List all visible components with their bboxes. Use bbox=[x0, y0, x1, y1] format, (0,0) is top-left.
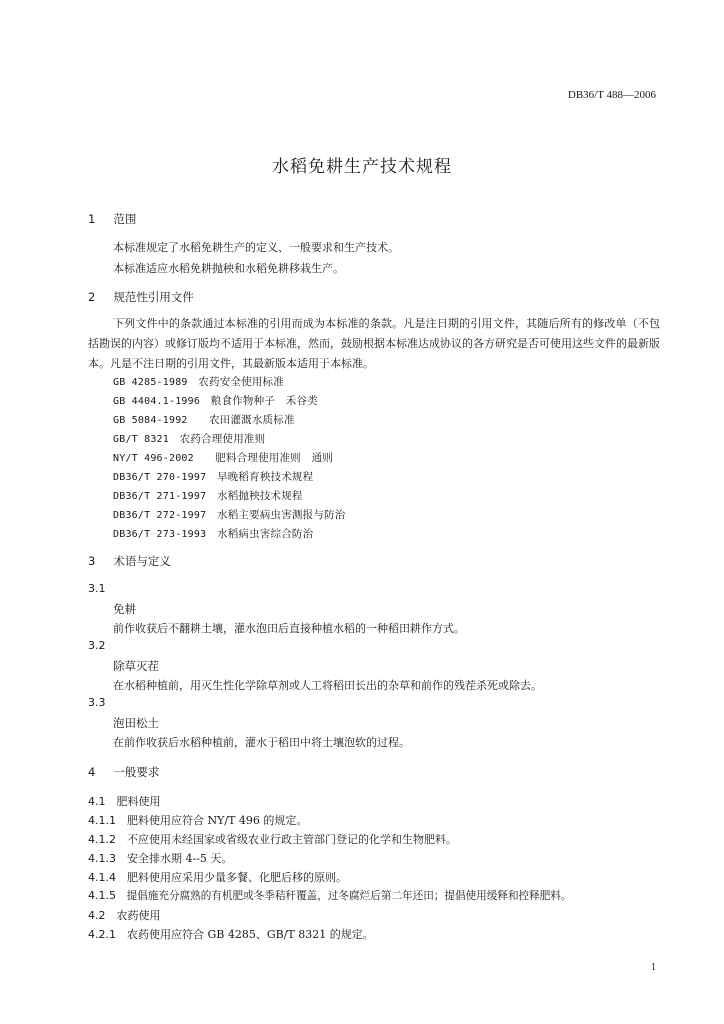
clause-heading: 肥料使用 bbox=[116, 795, 161, 808]
ref-name: 早晚稻育秧技术规程 bbox=[217, 471, 314, 483]
section-3-heading bbox=[88, 553, 171, 569]
reference-item bbox=[113, 431, 265, 446]
ref-name: 农药安全使用标准 bbox=[198, 376, 284, 388]
section-title: 规范性引用文件 bbox=[113, 290, 194, 304]
standard-number: DB36/T 488—2006 bbox=[567, 89, 656, 101]
clause-heading: 农药使用 bbox=[116, 909, 161, 922]
term-definition: 在前作收获后水稻种植前，灌水于稻田中将土壤泡软的过程。 bbox=[113, 736, 410, 749]
ref-name: 水稻主要病虫害测报与防治 bbox=[217, 509, 346, 521]
ref-name: 农田灌溉水质标准 bbox=[209, 414, 295, 426]
reference-item bbox=[113, 526, 313, 541]
section-number: 3 bbox=[88, 554, 96, 568]
ref-code: GB/T 8321 bbox=[113, 434, 169, 445]
reference-item bbox=[113, 507, 345, 522]
clause-number: 4.1.5 bbox=[88, 889, 116, 902]
clause-4-1-2 bbox=[88, 831, 457, 847]
section-title: 范围 bbox=[113, 212, 137, 226]
term-name: 免耕 bbox=[113, 602, 136, 616]
ref-code: DB36/T 270-1997 bbox=[113, 472, 207, 483]
ref-name: 粮食作物种子 禾谷类 bbox=[210, 395, 318, 407]
term-definition: 前作收获后不翻耕土壤，灌水泡田后直接种植水稻的一种稻田耕作方式。 bbox=[113, 622, 465, 635]
ref-code: DB36/T 272-1997 bbox=[113, 510, 207, 521]
ref-code: GB 4404.1-1996 bbox=[113, 396, 201, 407]
clause-text: 肥料使用应符合 NY/T 496 的规定。 bbox=[127, 814, 308, 827]
reference-item bbox=[113, 393, 318, 408]
paragraph: 本标准适应水稻免耕抛秧和水稻免耕移栽生产。 bbox=[113, 262, 344, 275]
term-definition: 在水稻种植前，用灭生性化学除草剂或人工将稻田长出的杂草和前作的残茬杀死或除去。 bbox=[113, 679, 542, 692]
clause-4-1-3 bbox=[88, 850, 232, 866]
section-4-heading bbox=[88, 764, 159, 780]
reference-item bbox=[113, 412, 295, 427]
intro-paragraph: 下列文件中的条款通过本标准的引用而成为本标准的条款。凡是注日期的引用文件，其随后所有的修改单（不包括勘误的内容）或修订版均不适用于本标准，然而，鼓励根据本标准达成协议的各方研究是否可使用这些文件的最新版本。凡是不注日期的引用文件，其最新版本适用于本标准。 bbox=[88, 317, 660, 370]
document-title: 水稻免耕生产技术规程 bbox=[272, 157, 452, 177]
term-number: 3.2 bbox=[88, 639, 106, 652]
subsection-4-1 bbox=[88, 793, 161, 809]
clause-text: 肥料使用应采用少量多餐、化肥后移的原则。 bbox=[127, 871, 347, 884]
section-number: 4 bbox=[88, 765, 96, 779]
section-2-heading bbox=[88, 289, 194, 305]
clause-4-1-4 bbox=[88, 869, 347, 885]
ref-code: GB 5084-1992 bbox=[113, 415, 188, 426]
clause-number: 4.2.1 bbox=[88, 928, 116, 941]
ref-code: DB36/T 271-1997 bbox=[113, 491, 207, 502]
ref-name: 肥料合理使用准则 通则 bbox=[215, 452, 333, 464]
clause-4-1-1 bbox=[88, 812, 307, 828]
section-number: 2 bbox=[88, 290, 96, 304]
clause-number: 4.1.1 bbox=[88, 814, 116, 827]
clause-number: 4.1.2 bbox=[88, 833, 116, 846]
clause-text: 安全排水期 4--5 天。 bbox=[127, 852, 233, 865]
section-number: 1 bbox=[88, 212, 96, 226]
ref-code: NY/T 496-2002 bbox=[113, 453, 194, 464]
ref-name: 农药合理使用准则 bbox=[179, 433, 266, 445]
ref-code: GB 4285-1989 bbox=[113, 377, 188, 388]
reference-item bbox=[113, 374, 284, 389]
reference-item bbox=[113, 488, 303, 503]
reference-item bbox=[113, 450, 333, 465]
ref-name: 水稻病虫害综合防治 bbox=[217, 528, 314, 540]
subsection-4-2 bbox=[88, 907, 161, 923]
reference-item bbox=[113, 469, 313, 484]
clause-4-1-5 bbox=[88, 888, 572, 903]
clause-number: 4.2 bbox=[88, 909, 106, 922]
clause-text: 农药使用应符合 GB 4285、GB/T 8321 的规定。 bbox=[127, 928, 374, 941]
clause-text: 提倡施充分腐熟的有机肥或冬季秸秆覆盖，过冬腐烂后第二年还田；提倡使用缓释和控释肥料。 bbox=[126, 890, 572, 902]
paragraph: 本标准规定了水稻免耕生产的定义、一般要求和生产技术。 bbox=[113, 241, 399, 254]
clause-text: 不应使用未经国家或省级农业行政主管部门登记的化学和生物肥料。 bbox=[127, 833, 457, 846]
clause-number: 4.1.3 bbox=[88, 852, 116, 865]
ref-code: DB36/T 273-1993 bbox=[113, 529, 207, 540]
page-number: 1 bbox=[651, 962, 656, 973]
term-number: 3.1 bbox=[88, 582, 106, 595]
section-1-heading bbox=[88, 211, 136, 227]
ref-name: 水稻抛秧技术规程 bbox=[217, 490, 303, 502]
section-title: 术语与定义 bbox=[113, 554, 171, 568]
clause-number: 4.1.4 bbox=[88, 871, 116, 884]
clause-4-2-1 bbox=[88, 926, 374, 942]
clause-number: 4.1 bbox=[88, 795, 106, 808]
term-name: 泡田松土 bbox=[113, 716, 159, 730]
term-number: 3.3 bbox=[88, 696, 106, 709]
term-name: 除草灭茬 bbox=[113, 659, 159, 673]
section-title: 一般要求 bbox=[113, 765, 160, 779]
